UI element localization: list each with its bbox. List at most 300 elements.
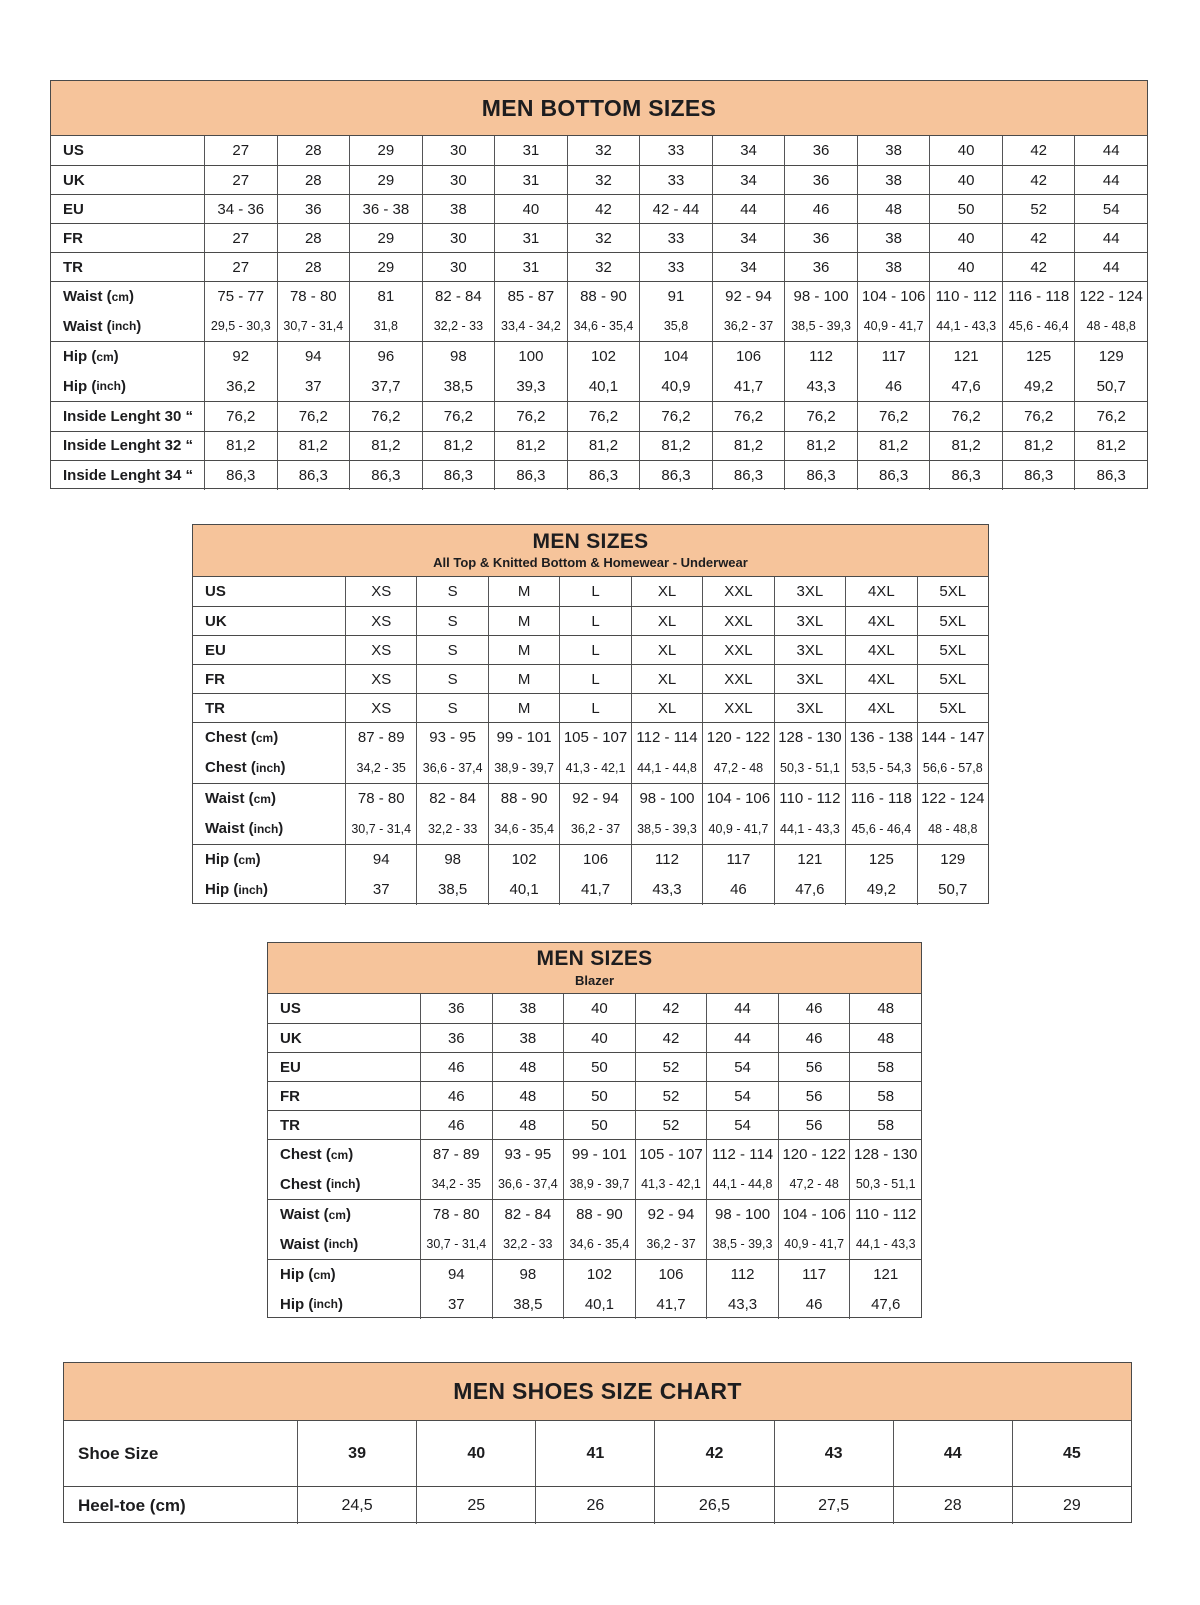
table-cell: 94 — [345, 845, 416, 875]
table-cell: 32,2 - 33 — [422, 311, 495, 341]
table-cell: 52 — [635, 1082, 707, 1110]
table-cell: 30,7 - 31,4 — [277, 311, 350, 341]
table-cell: L — [559, 665, 630, 693]
table-row — [51, 165, 1147, 194]
table-cell: 3XL — [774, 665, 845, 693]
row-unit: cm — [155, 1495, 181, 1515]
table-cell: XS — [345, 577, 416, 606]
table-cell: 81,2 — [1002, 432, 1075, 461]
table-cell: 88 - 90 — [563, 1200, 635, 1229]
table-cell: 86,3 — [639, 461, 712, 490]
table-cell: 24,5 — [297, 1487, 416, 1524]
table-cell: XXL — [702, 694, 773, 722]
table-cell: 40,1 — [488, 875, 559, 906]
table-cell: 36,6 - 37,4 — [492, 1169, 564, 1199]
table-cell: 38 — [422, 195, 495, 223]
table-cell: 34,6 - 35,4 — [567, 311, 640, 341]
table-cell: 81,2 — [204, 432, 277, 461]
table-cell: 92 - 94 — [635, 1200, 707, 1229]
table-header — [268, 943, 921, 994]
table-cell: S — [416, 694, 487, 722]
table-cell: M — [488, 607, 559, 635]
table-row — [268, 1169, 921, 1199]
table-cell: XL — [631, 577, 702, 606]
table-title: MEN SHOES SIZE CHART — [453, 1378, 742, 1405]
table-cell: 36 — [420, 994, 492, 1023]
table-cell: 36,2 - 37 — [712, 311, 785, 341]
table-cell: 76,2 — [929, 402, 1002, 431]
table-cell: 86,3 — [567, 461, 640, 490]
table-cell: 43,3 — [784, 371, 857, 401]
table-cell: 38,5 — [422, 371, 495, 401]
table-cell: 56,6 - 57,8 — [917, 753, 988, 784]
table-cell: 50,7 — [1074, 371, 1147, 401]
table-cell: 78 - 80 — [420, 1200, 492, 1229]
table-cell: 112 - 114 — [706, 1140, 778, 1169]
table-cell: 52 — [635, 1053, 707, 1081]
table-row — [268, 994, 921, 1023]
table-cell: 98 - 100 — [706, 1200, 778, 1229]
table-cell: 93 - 95 — [492, 1140, 564, 1169]
table-row — [193, 577, 988, 606]
table-cell: XXL — [702, 607, 773, 635]
table-cell: 91 — [639, 282, 712, 311]
table-cell: 56 — [778, 1053, 850, 1081]
table-cell: 36 — [784, 166, 857, 194]
row-label: US — [280, 1000, 301, 1017]
table-cell: 40 — [563, 1024, 635, 1052]
table-body — [51, 136, 1147, 490]
table-cell: 36 — [277, 195, 350, 223]
table-row — [193, 814, 988, 845]
table-row — [268, 1110, 921, 1139]
table-cell: 76,2 — [422, 402, 495, 431]
table-cell: 27 — [204, 253, 277, 281]
table-cell: 54 — [706, 1082, 778, 1110]
table-cell: 50 — [563, 1053, 635, 1081]
table-cell: 43,3 — [706, 1289, 778, 1319]
table-cell: 27 — [204, 136, 277, 165]
table-cell: 81,2 — [567, 432, 640, 461]
table-cell: 44 — [893, 1421, 1012, 1486]
table-row — [51, 194, 1147, 223]
table-row — [193, 606, 988, 635]
table-cell: 42 — [635, 994, 707, 1023]
table-cell: 86,3 — [422, 461, 495, 490]
table-cell: 50 — [929, 195, 1002, 223]
table-cell: 76,2 — [567, 402, 640, 431]
table-cell: 27 — [204, 224, 277, 252]
table-cell: 136 - 138 — [845, 723, 916, 753]
table-cell: 88 - 90 — [488, 784, 559, 814]
table-cell: 86,3 — [784, 461, 857, 490]
row-label: Waist ( cm ) — [205, 790, 276, 808]
table-cell: 48 — [849, 994, 921, 1023]
table-cell: XS — [345, 694, 416, 722]
table-cell: XL — [631, 636, 702, 664]
table-cell: 50 — [563, 1082, 635, 1110]
table-cell: 38 — [492, 1024, 564, 1052]
table-cell: 38 — [857, 136, 930, 165]
row-unit: cm — [328, 1207, 346, 1222]
table-cell: 58 — [849, 1053, 921, 1081]
table-cell: 34 — [712, 166, 785, 194]
table-cell: 46 — [420, 1111, 492, 1139]
table-cell: 40 — [494, 195, 567, 223]
table-cell: 76,2 — [784, 402, 857, 431]
table-cell: 30,7 - 31,4 — [420, 1229, 492, 1259]
table-cell: 34,6 - 35,4 — [563, 1229, 635, 1259]
table-cell: 86,3 — [277, 461, 350, 490]
table-cell: 42 — [635, 1024, 707, 1052]
table-cell: 76,2 — [494, 402, 567, 431]
table-cell: 82 - 84 — [416, 784, 487, 814]
table-cell: 98 — [492, 1260, 564, 1289]
table-cell: XS — [345, 665, 416, 693]
table-cell: 26,5 — [654, 1487, 773, 1524]
table-cell: 47,2 - 48 — [702, 753, 773, 784]
table-cell: 87 - 89 — [420, 1140, 492, 1169]
table-cell: 48 — [492, 1082, 564, 1110]
table-cell: 32 — [567, 224, 640, 252]
table-cell: 40,9 - 41,7 — [857, 311, 930, 341]
table-row — [193, 693, 988, 722]
row-label: EU — [205, 641, 226, 659]
table-men-bottom-sizes — [50, 80, 1148, 489]
table-cell: 36 — [784, 224, 857, 252]
table-cell: 44 — [712, 195, 785, 223]
table-cell: 86,3 — [1074, 461, 1147, 490]
row-label: Chest ( cm ) — [205, 729, 279, 747]
row-label: TR — [205, 699, 225, 717]
table-row — [268, 1259, 921, 1289]
table-row — [268, 1199, 921, 1229]
table-cell: 76,2 — [1074, 402, 1147, 431]
table-cell: 44,1 - 43,3 — [849, 1229, 921, 1259]
row-label: US — [205, 583, 226, 600]
table-title: MEN SIZES — [532, 529, 649, 553]
table-cell: 5XL — [917, 577, 988, 606]
table-cell: 98 — [422, 342, 495, 371]
table-cell: 40 — [416, 1421, 535, 1486]
row-unit: inch — [313, 1297, 338, 1311]
table-cell: 41 — [535, 1421, 654, 1486]
table-cell: 4XL — [845, 665, 916, 693]
table-cell: 116 - 118 — [845, 784, 916, 814]
table-cell: XL — [631, 665, 702, 693]
table-cell: S — [416, 607, 487, 635]
table-cell: 128 - 130 — [774, 723, 845, 753]
row-label: Hip ( inch ) — [205, 881, 268, 899]
table-row — [268, 1289, 921, 1319]
table-cell: 49,2 — [1002, 371, 1075, 401]
table-cell: 112 — [706, 1260, 778, 1289]
row-unit: inch — [330, 1177, 356, 1191]
table-cell: 28 — [277, 253, 350, 281]
table-cell: 76,2 — [349, 402, 422, 431]
table-cell: 42 — [1002, 136, 1075, 165]
table-row — [51, 223, 1147, 252]
table-cell: L — [559, 694, 630, 722]
table-cell: 117 — [857, 342, 930, 371]
table-cell: 100 — [494, 342, 567, 371]
table-cell: 128 - 130 — [849, 1140, 921, 1169]
table-cell: 44 — [1074, 136, 1147, 165]
table-row — [51, 341, 1147, 371]
table-cell: 36 — [784, 136, 857, 165]
table-cell: 31,8 — [349, 311, 422, 341]
table-cell: 48 — [492, 1111, 564, 1139]
table-cell: 121 — [849, 1260, 921, 1289]
table-cell: 28 — [277, 166, 350, 194]
table-cell: 3XL — [774, 636, 845, 664]
table-cell: S — [416, 577, 487, 606]
row-label: Waist ( inch ) — [63, 317, 142, 335]
table-cell: 106 — [712, 342, 785, 371]
table-cell: 53,5 - 54,3 — [845, 753, 916, 784]
table-row — [51, 460, 1147, 490]
row-unit: cm — [255, 730, 274, 745]
table-row — [268, 1081, 921, 1110]
table-cell: S — [416, 665, 487, 693]
table-cell: 3XL — [774, 694, 845, 722]
table-cell: 26 — [535, 1487, 654, 1524]
table-cell: 30 — [422, 166, 495, 194]
table-cell: 46 — [702, 875, 773, 906]
table-cell: 82 - 84 — [492, 1200, 564, 1229]
table-cell: 50 — [563, 1111, 635, 1139]
row-label: Waist ( cm ) — [63, 288, 134, 305]
table-cell: 121 — [774, 845, 845, 875]
table-cell: 87 - 89 — [345, 723, 416, 753]
table-cell: 52 — [1002, 195, 1075, 223]
row-unit: inch — [96, 379, 121, 393]
table-cell: 37 — [277, 371, 350, 401]
table-cell: 81,2 — [929, 432, 1002, 461]
table-cell: 76,2 — [857, 402, 930, 431]
row-label: Hip ( inch ) — [280, 1295, 343, 1313]
table-row — [64, 1421, 1131, 1486]
table-cell: 54 — [706, 1111, 778, 1139]
table-cell: 5XL — [917, 665, 988, 693]
table-cell: 88 - 90 — [567, 282, 640, 311]
table-cell: 110 - 112 — [774, 784, 845, 814]
table-cell: 32 — [567, 253, 640, 281]
table-cell: 86,3 — [349, 461, 422, 490]
table-cell: 33 — [639, 224, 712, 252]
table-cell: 34,2 - 35 — [420, 1169, 492, 1199]
row-label: Waist ( inch ) — [280, 1235, 359, 1253]
table-cell: 86,3 — [929, 461, 1002, 490]
table-cell: 46 — [784, 195, 857, 223]
table-cell: 46 — [420, 1053, 492, 1081]
table-cell: 33 — [639, 136, 712, 165]
table-cell: 96 — [349, 342, 422, 371]
table-cell: 44,1 - 43,3 — [774, 814, 845, 845]
table-cell: 58 — [849, 1082, 921, 1110]
table-cell: 37,7 — [349, 371, 422, 401]
table-cell: 104 — [639, 342, 712, 371]
table-cell: M — [488, 577, 559, 606]
table-title: MEN SIZES — [536, 947, 653, 971]
table-cell: XXL — [702, 636, 773, 664]
row-unit: inch — [255, 760, 281, 775]
row-unit: cm — [111, 289, 129, 304]
table-cell: 3XL — [774, 607, 845, 635]
row-label: EU — [63, 200, 84, 218]
table-cell: 112 - 114 — [631, 723, 702, 753]
table-cell: 81,2 — [639, 432, 712, 461]
table-cell: 41,7 — [635, 1289, 707, 1319]
table-cell: 40,9 - 41,7 — [778, 1229, 850, 1259]
table-cell: 31 — [494, 253, 567, 281]
table-cell: 46 — [420, 1082, 492, 1110]
table-cell: 4XL — [845, 694, 916, 722]
table-cell: 42 — [1002, 224, 1075, 252]
table-cell: 28 — [277, 136, 350, 165]
table-row — [193, 753, 988, 784]
row-label: FR — [63, 229, 83, 247]
table-subtitle: Blazer — [574, 972, 615, 988]
table-cell: 39 — [297, 1421, 416, 1486]
table-cell: 76,2 — [712, 402, 785, 431]
table-cell: 40 — [563, 994, 635, 1023]
table-men-sizes-blazer — [267, 942, 922, 1318]
table-cell: M — [488, 636, 559, 664]
table-cell: 34,6 - 35,4 — [488, 814, 559, 845]
table-cell: 44,1 - 44,8 — [706, 1169, 778, 1199]
table-cell: 38 — [857, 166, 930, 194]
table-cell: 75 - 77 — [204, 282, 277, 311]
table-cell: 110 - 112 — [929, 282, 1002, 311]
table-row — [268, 1229, 921, 1259]
table-cell: 32,2 - 33 — [492, 1229, 564, 1259]
table-cell: 32,2 - 33 — [416, 814, 487, 845]
row-label: UK — [63, 171, 85, 189]
table-cell: 121 — [929, 342, 1002, 371]
table-cell: 4XL — [845, 577, 916, 606]
table-men-sizes-tops — [192, 524, 989, 904]
table-cell: 81,2 — [277, 432, 350, 461]
table-cell: 52 — [635, 1111, 707, 1139]
table-row — [51, 311, 1147, 341]
row-unit: cm — [96, 349, 114, 364]
table-cell: 29 — [349, 224, 422, 252]
table-body — [268, 994, 921, 1319]
table-cell: 78 - 80 — [345, 784, 416, 814]
table-cell: 50,7 — [917, 875, 988, 906]
table-cell: 28 — [893, 1487, 1012, 1524]
table-body — [64, 1421, 1131, 1524]
row-unit: inch — [238, 882, 263, 897]
table-row — [268, 1139, 921, 1169]
table-cell: 42 — [654, 1421, 773, 1486]
table-cell: 30 — [422, 253, 495, 281]
table-cell: 40,9 — [639, 371, 712, 401]
table-cell: 34 — [712, 136, 785, 165]
table-cell: 39,3 — [494, 371, 567, 401]
row-unit: cm — [313, 1267, 331, 1282]
table-cell: 46 — [778, 994, 850, 1023]
table-cell: 38,5 — [416, 875, 487, 906]
table-cell: 98 - 100 — [784, 282, 857, 311]
table-cell: 34 — [712, 253, 785, 281]
table-cell: 43,3 — [631, 875, 702, 906]
table-cell: 31 — [494, 136, 567, 165]
table-cell: S — [416, 636, 487, 664]
row-label: Chest ( inch ) — [280, 1175, 361, 1193]
table-cell: 29 — [1012, 1487, 1131, 1524]
table-cell: 30,7 - 31,4 — [345, 814, 416, 845]
row-label: Waist ( cm ) — [280, 1206, 351, 1223]
row-unit: cm — [253, 791, 271, 806]
table-row — [193, 664, 988, 693]
row-label: US — [63, 142, 84, 159]
row-unit: inch — [253, 821, 279, 836]
table-cell: 122 - 124 — [917, 784, 988, 814]
table-cell: 33 — [639, 166, 712, 194]
table-cell: 48 — [849, 1024, 921, 1052]
table-row — [51, 371, 1147, 401]
table-cell: 92 - 94 — [559, 784, 630, 814]
table-cell: 40,1 — [563, 1289, 635, 1319]
table-cell: XL — [631, 694, 702, 722]
table-cell: 48 - 48,8 — [1074, 311, 1147, 341]
table-cell: 32 — [567, 166, 640, 194]
table-cell: 42 — [567, 195, 640, 223]
table-row — [193, 635, 988, 664]
table-cell: 29 — [349, 253, 422, 281]
table-cell: 48 - 48,8 — [917, 814, 988, 845]
table-cell: 110 - 112 — [849, 1200, 921, 1229]
table-cell: 56 — [778, 1082, 850, 1110]
table-cell: XS — [345, 607, 416, 635]
row-label: UK — [205, 612, 227, 630]
table-cell: 102 — [488, 845, 559, 875]
table-cell: 76,2 — [1002, 402, 1075, 431]
row-unit: cm — [330, 1147, 349, 1162]
table-cell: 46 — [778, 1024, 850, 1052]
table-cell: 33 — [639, 253, 712, 281]
table-cell: 102 — [563, 1260, 635, 1289]
table-cell: 40 — [929, 224, 1002, 252]
table-cell: 81,2 — [349, 432, 422, 461]
row-label: Chest ( inch ) — [205, 759, 286, 777]
row-label: Heel-toe ( cm ) — [78, 1495, 186, 1515]
table-cell: 76,2 — [277, 402, 350, 431]
row-unit: cm — [238, 852, 256, 867]
table-cell: 45 — [1012, 1421, 1131, 1486]
table-row — [268, 1023, 921, 1052]
table-cell: 40 — [929, 136, 1002, 165]
row-label: Shoe Size — [78, 1443, 159, 1463]
table-cell: 120 - 122 — [778, 1140, 850, 1169]
table-cell: 86,3 — [1002, 461, 1075, 490]
table-cell: 29 — [349, 136, 422, 165]
table-cell: 38,9 - 39,7 — [563, 1169, 635, 1199]
table-cell: 81,2 — [1074, 432, 1147, 461]
table-cell: 47,6 — [774, 875, 845, 906]
table-cell: 125 — [845, 845, 916, 875]
table-cell: 5XL — [917, 636, 988, 664]
table-cell: 49,2 — [845, 875, 916, 906]
table-header — [193, 525, 988, 577]
row-label: Hip ( cm ) — [205, 851, 261, 869]
row-label: Inside Lenght 30 “ — [63, 407, 194, 425]
table-cell: 34,2 - 35 — [345, 753, 416, 784]
table-cell: 40 — [929, 166, 1002, 194]
table-cell: 38 — [492, 994, 564, 1023]
